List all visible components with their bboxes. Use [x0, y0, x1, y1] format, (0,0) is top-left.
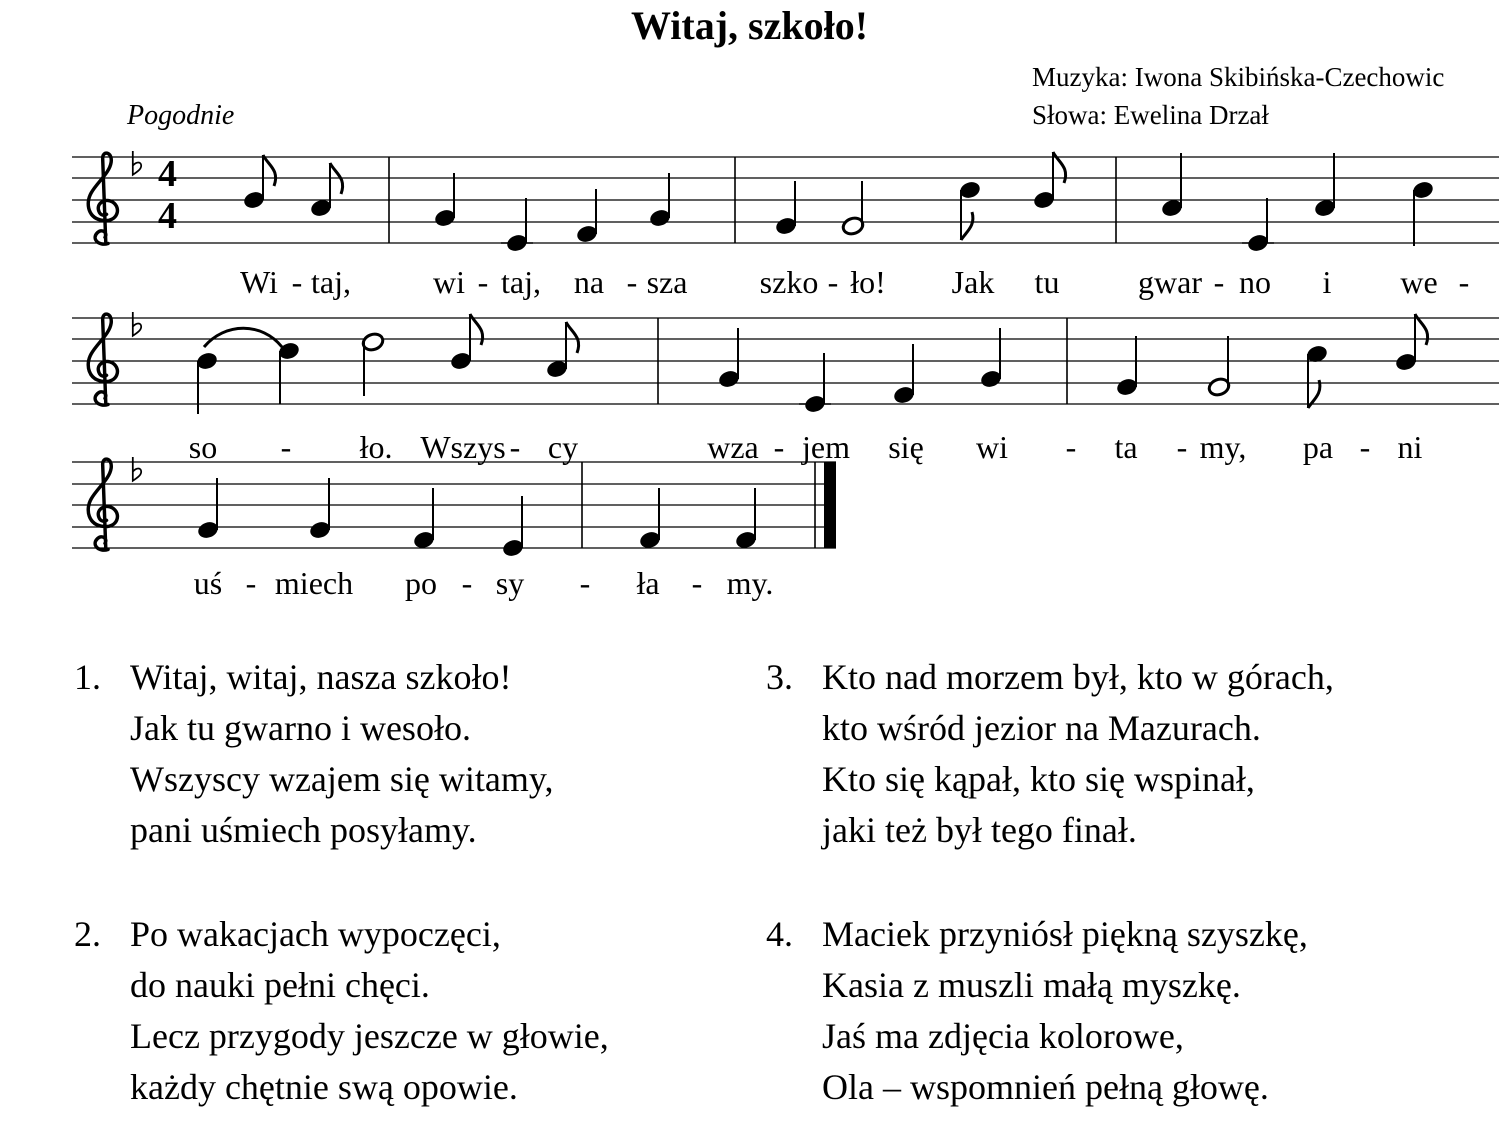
treble-clef-icon	[88, 153, 117, 244]
music-credit: Muzyka: Iwona Skibińska-Czechowic	[1032, 62, 1445, 92]
verse-line: Kasia z muszli małą myszkę.	[822, 965, 1241, 1005]
flat-sign-icon	[133, 457, 141, 481]
lyric-syllable: we	[1400, 264, 1438, 300]
lyric-syllable: Wi	[240, 264, 278, 300]
lyric-syllable: na	[573, 264, 605, 300]
lyric-hyphen: -	[509, 429, 521, 465]
lyric-syllable: wza	[707, 429, 759, 465]
lyric-syllable: cy	[547, 429, 579, 465]
notes-system-1	[242, 152, 1435, 253]
verse-number: 2.	[74, 914, 101, 954]
lyric-syllable: Jak	[951, 264, 995, 300]
verse-line: Kto nad morzem był, kto w górach,	[822, 657, 1334, 697]
lyric-hyphen: -	[1458, 264, 1470, 300]
lyric-syllable: sza	[646, 264, 688, 300]
lyric-syllable: jem	[802, 429, 850, 465]
verse-line: jaki też był tego finał.	[822, 810, 1137, 850]
lyric-syllable: ło!	[850, 264, 886, 300]
lyric-hyphen: -	[461, 565, 473, 601]
song-title: Witaj, szkoło!	[630, 3, 869, 48]
notes-system-3	[196, 478, 758, 558]
lyric-syllable: no	[1239, 264, 1271, 300]
lyric-syllable: miech	[274, 565, 354, 601]
lyric-syllable: po	[405, 565, 437, 601]
lyric-syllable: ni	[1397, 429, 1423, 465]
verse-line: Witaj, witaj, nasza szkoło!	[130, 657, 512, 697]
lyric-hyphen: -	[626, 264, 638, 300]
time-signature-bottom: 4	[158, 195, 177, 237]
flat-sign-icon	[133, 151, 141, 175]
verse-number: 3.	[766, 657, 793, 697]
verse-line: do nauki pełni chęci.	[130, 965, 430, 1005]
lyric-hyphen: -	[691, 565, 703, 601]
lyric-syllable: uś	[193, 565, 223, 601]
lyric-syllable: my,	[1199, 429, 1247, 465]
lyric-hyphen: -	[579, 565, 591, 601]
lyric-syllable: taj,	[501, 264, 541, 300]
flat-sign-icon	[133, 312, 141, 336]
lyric-syllable: sy	[495, 565, 525, 601]
staff-system-1	[72, 151, 1499, 253]
notes-system-2	[195, 314, 1428, 414]
lyric-syllable: się	[888, 429, 924, 465]
verse-line: każdy chętnie swą opowie.	[130, 1067, 518, 1107]
lyric-syllable: my.	[726, 565, 774, 601]
verse-line: Wszyscy wzajem się witamy,	[130, 759, 554, 799]
lyric-syllable: wi	[976, 429, 1008, 465]
lyric-syllable: ło.	[359, 429, 393, 465]
verse-line: kto wśród jezior na Mazurach.	[822, 708, 1261, 748]
time-signature-top: 4	[158, 153, 177, 195]
lyric-hyphen: -	[280, 429, 292, 465]
lyric-hyphen: -	[1213, 264, 1225, 300]
verse-line: Maciek przyniósł piękną szyszkę,	[822, 914, 1308, 954]
verse-number: 4.	[766, 914, 793, 954]
lyric-hyphen: -	[477, 264, 489, 300]
verse-line: Jak tu gwarno i wesoło.	[130, 708, 471, 748]
lyric-syllable: wi	[433, 264, 465, 300]
lyric-syllable: Wszys	[420, 429, 506, 465]
verse-line: Kto się kąpał, kto się wspinał,	[822, 759, 1255, 799]
lyric-syllable: tu	[1034, 264, 1060, 300]
lyric-hyphen: -	[1065, 429, 1077, 465]
lyric-hyphen: -	[291, 264, 303, 300]
lyric-hyphen: -	[245, 565, 257, 601]
lyrics-credit: Słowa: Ewelina Drzał	[1032, 100, 1269, 130]
verse-line: Lecz przygody jeszcze w głowie,	[130, 1016, 609, 1056]
lyric-syllable: taj,	[311, 264, 351, 300]
lyric-hyphen: -	[773, 429, 785, 465]
lyric-syllable: szko	[759, 264, 819, 300]
lyric-syllable: gwar	[1138, 264, 1202, 300]
verse-line: Ola – wspomnień pełną głowę.	[822, 1067, 1269, 1107]
treble-clef-icon	[88, 314, 117, 405]
lyric-syllable: ta	[1114, 429, 1138, 465]
verse-line: Po wakacjach wypoczęci,	[130, 914, 501, 954]
verse-line: Jaś ma zdjęcia kolorowe,	[822, 1016, 1184, 1056]
tempo-marking: Pogodnie	[127, 100, 235, 131]
final-barline	[824, 462, 836, 548]
lyric-syllable: i	[1322, 264, 1332, 300]
lyric-syllable: pa	[1302, 429, 1334, 465]
lyric-hyphen: -	[827, 264, 839, 300]
verse-line: pani uśmiech posyłamy.	[130, 810, 477, 850]
lyric-syllable: so	[188, 429, 218, 465]
lyric-syllable: ła	[636, 565, 660, 601]
lyric-hyphen: -	[1176, 429, 1188, 465]
staff-system-3	[72, 457, 836, 558]
verse-number: 1.	[74, 657, 101, 697]
lyric-hyphen: -	[1359, 429, 1371, 465]
staff-system-2	[72, 312, 1499, 414]
